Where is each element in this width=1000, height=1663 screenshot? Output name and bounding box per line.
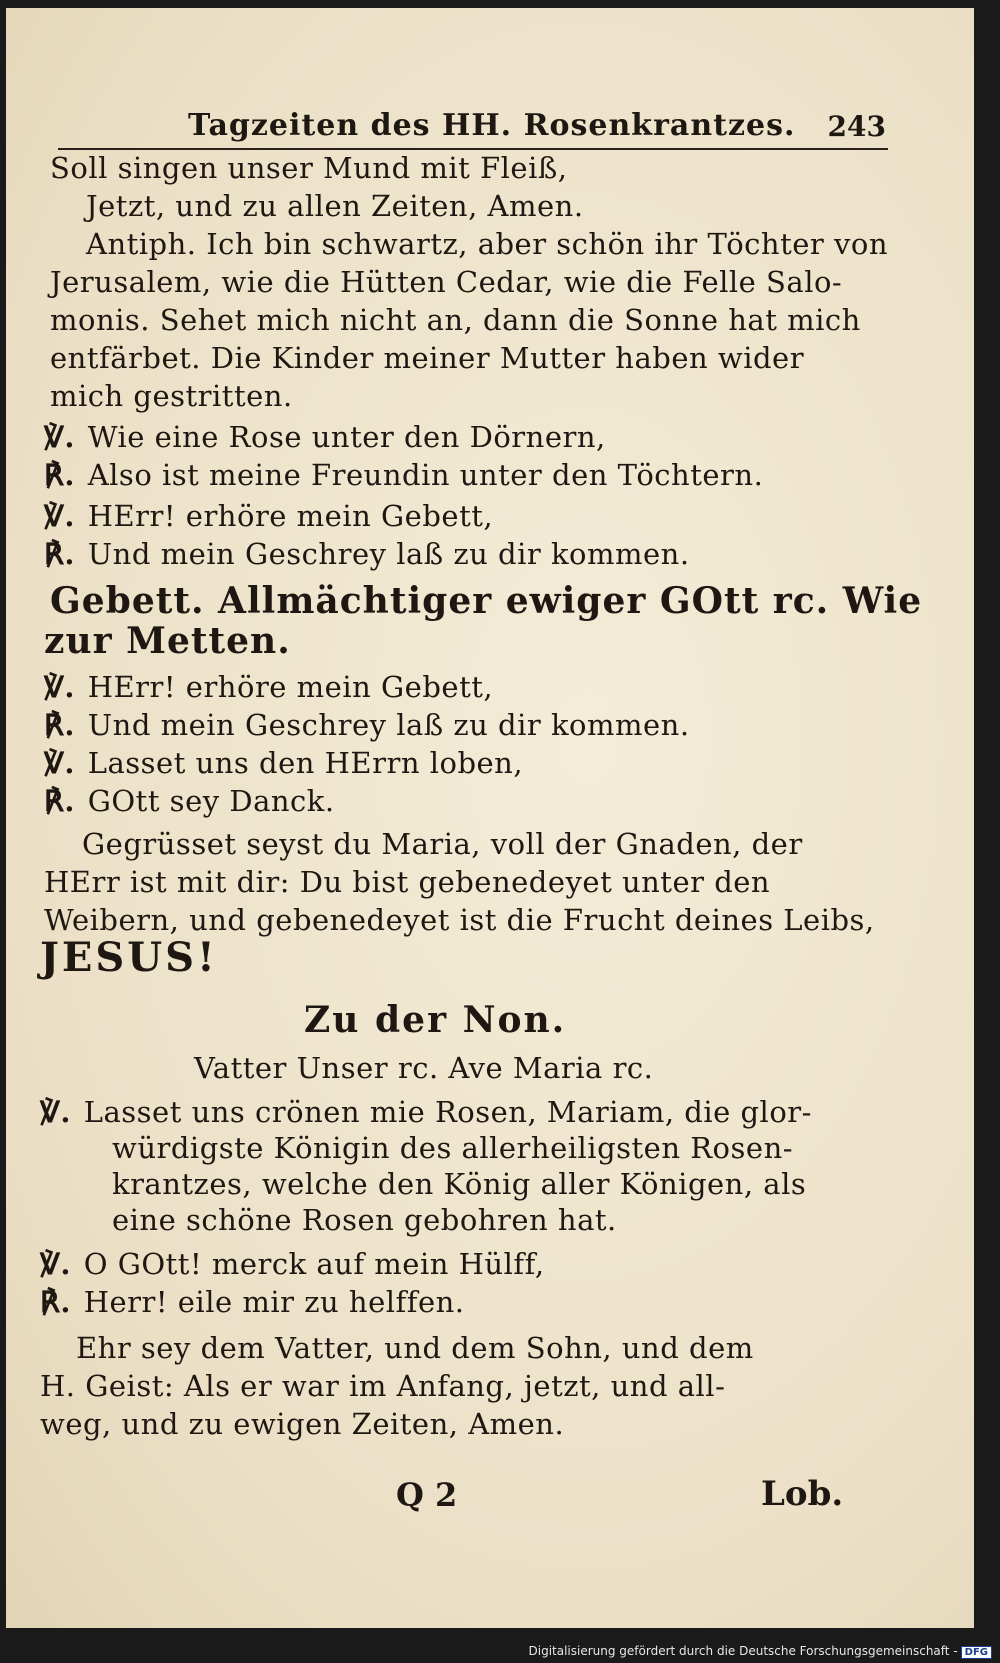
credit-text: Digitalisierung gefördert durch die Deutsche Forschungsgemeinschaft - bbox=[528, 1644, 958, 1658]
text-line: entfärbet. Die Kinder meiner Mutter haben wider bbox=[50, 341, 805, 375]
body-text bbox=[6, 8, 974, 1628]
text-line: H. Geist: Als er war im Anfang, jetzt, und all- bbox=[40, 1369, 726, 1403]
text-line: HErr ist mit dir: Du bist gebenedeyet unter den bbox=[44, 865, 771, 899]
text-line: Und mein Geschrey laß zu dir kommen. bbox=[87, 708, 690, 742]
text-line-jesus: JESUS! bbox=[40, 934, 218, 981]
text-line: Wie eine Rose unter den Dörnern, bbox=[87, 420, 606, 454]
dfg-logo: DFG bbox=[961, 1646, 992, 1659]
response-line bbox=[44, 456, 763, 494]
text-line: O GOtt! merck auf mein Hülff, bbox=[83, 1247, 545, 1281]
response-symbol: ℟. bbox=[44, 784, 75, 818]
versicle-line bbox=[40, 1245, 545, 1283]
versicle-symbol: ℣. bbox=[44, 746, 75, 780]
response-line bbox=[40, 1283, 465, 1321]
text-line: Vatter Unser rc. Ave Maria rc. bbox=[194, 1051, 654, 1085]
page-number: 243 bbox=[827, 110, 886, 143]
response-line bbox=[44, 535, 690, 573]
text-line: Jerusalem, wie die Hütten Cedar, wie die Felle Salo- bbox=[50, 265, 843, 299]
book-page bbox=[6, 8, 974, 1628]
response-line bbox=[44, 782, 335, 820]
text-line: Weibern, und gebenedeyet ist die Frucht deines Leibs, bbox=[44, 903, 875, 937]
versicle-line bbox=[44, 497, 493, 535]
versicle-symbol: ℣. bbox=[44, 670, 75, 704]
text-line: eine schöne Rosen gebohren hat. bbox=[112, 1203, 617, 1237]
text-line: monis. Sehet mich nicht an, dann die Sonne hat mich bbox=[50, 303, 861, 337]
versicle-line bbox=[44, 744, 523, 782]
digitization-credit bbox=[529, 1644, 993, 1659]
text-line: GOtt sey Danck. bbox=[87, 784, 335, 818]
response-line bbox=[44, 706, 690, 744]
prayer-heading: Gebett. Allmächtiger ewiger GOtt rc. Wie bbox=[50, 580, 923, 622]
text-line: Also ist meine Freundin unter den Töchtern. bbox=[87, 458, 764, 492]
response-symbol: ℟. bbox=[44, 537, 75, 571]
versicle-line bbox=[44, 418, 606, 456]
versicle-symbol: ℣. bbox=[44, 420, 75, 454]
text-line: Ehr sey dem Vatter, und dem Sohn, und dem bbox=[76, 1331, 754, 1365]
versicle-symbol: ℣. bbox=[44, 499, 75, 533]
section-heading: Zu der Non. bbox=[304, 999, 567, 1041]
response-symbol: ℟. bbox=[44, 708, 75, 742]
running-title: Tagzeiten des HH. Rosenkrantzes. bbox=[188, 108, 796, 143]
response-symbol: ℟. bbox=[44, 458, 75, 492]
versicle-line bbox=[44, 668, 493, 706]
text-line: Lasset uns crönen mie Rosen, Mariam, die glor- bbox=[83, 1095, 812, 1129]
signature-mark: Q 2 bbox=[396, 1476, 458, 1514]
text-line: Jetzt, und zu allen Zeiten, Amen. bbox=[86, 189, 584, 223]
text-line: Lasset uns den HErrn loben, bbox=[87, 746, 524, 780]
text-line: mich gestritten. bbox=[50, 379, 293, 413]
text-line: Antiph. Ich bin schwartz, aber schön ihr Töchter von bbox=[86, 227, 889, 261]
text-line: Und mein Geschrey laß zu dir kommen. bbox=[87, 537, 690, 571]
response-symbol: ℟. bbox=[40, 1285, 71, 1319]
versicle-symbol: ℣. bbox=[40, 1095, 71, 1129]
text-line: HErr! erhöre mein Gebett, bbox=[87, 499, 494, 533]
text-line: Soll singen unser Mund mit Fleiß, bbox=[50, 151, 568, 185]
prayer-heading-cont: zur Metten. bbox=[44, 620, 291, 662]
text-line: Gegrüsset seyst du Maria, voll der Gnaden, der bbox=[82, 827, 803, 861]
catchword: Lob. bbox=[761, 1474, 844, 1514]
versicle-symbol: ℣. bbox=[40, 1247, 71, 1281]
text-line: HErr! erhöre mein Gebett, bbox=[87, 670, 494, 704]
versicle-line bbox=[40, 1093, 812, 1131]
text-line: würdigste Königin des allerheiligsten Rosen- bbox=[112, 1131, 794, 1165]
text-line: Herr! eile mir zu helffen. bbox=[83, 1285, 465, 1319]
text-line: weg, und zu ewigen Zeiten, Amen. bbox=[40, 1407, 565, 1441]
text-line: krantzes, welche den König aller Königen, als bbox=[112, 1167, 807, 1201]
